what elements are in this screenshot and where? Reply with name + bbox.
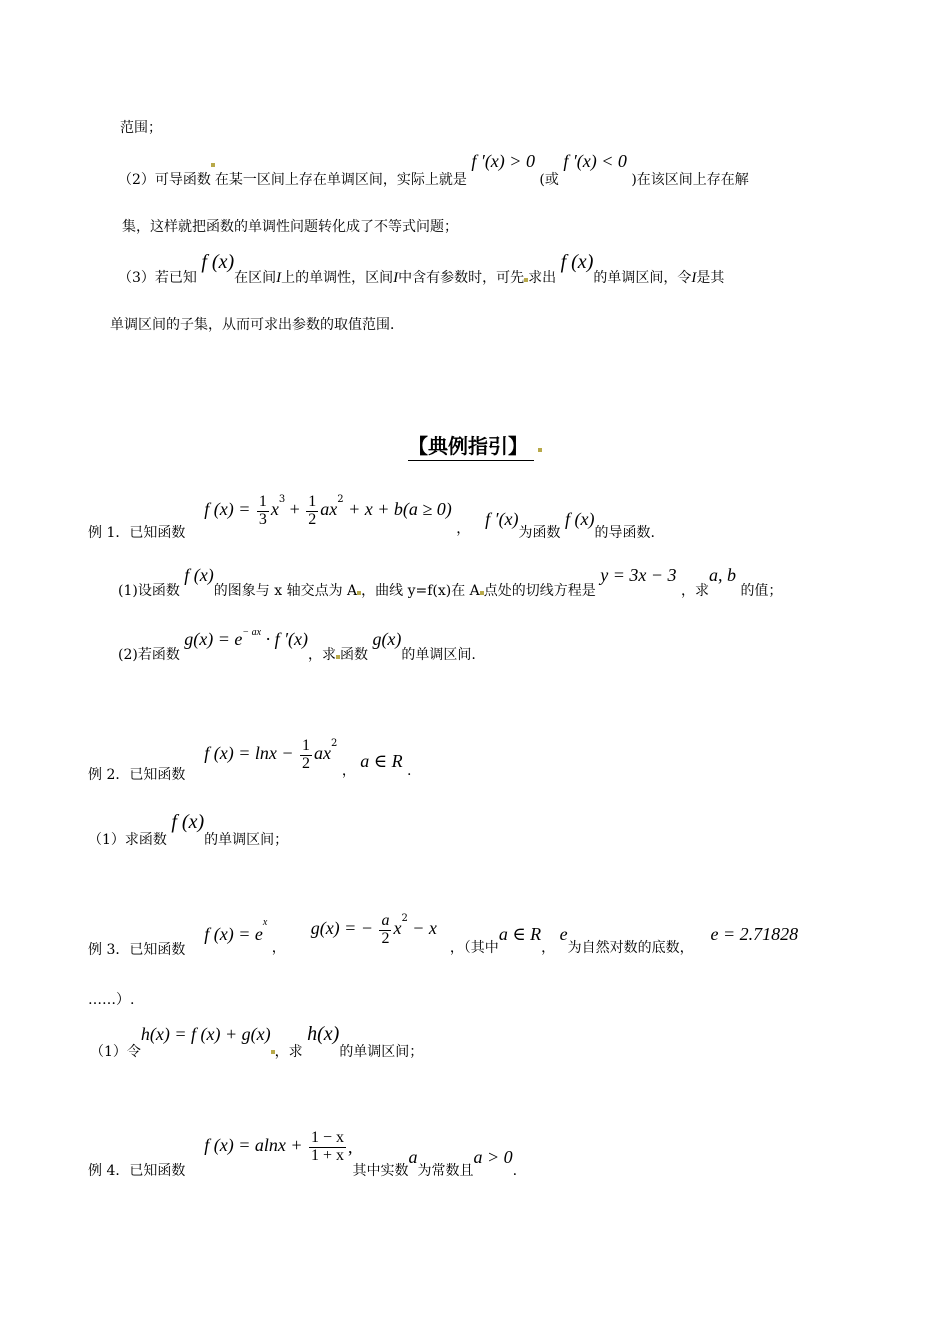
math-term: x bbox=[393, 918, 402, 939]
text: 的单调区间，令 bbox=[593, 270, 692, 286]
text: 的导函数. bbox=[594, 525, 655, 542]
math-condition: a ∈ R bbox=[360, 751, 403, 772]
math-gx: g(x) = e bbox=[184, 629, 243, 649]
example-3-continuation bbox=[88, 993, 134, 1007]
edit-mark bbox=[538, 448, 542, 452]
example-1-question-1 bbox=[118, 565, 783, 599]
text: ，曲线 y=f(x)在 A bbox=[361, 583, 480, 599]
math-derivative: f ′(x) bbox=[485, 509, 519, 530]
denominator: 3 bbox=[258, 510, 267, 528]
intro-line-1 bbox=[120, 121, 162, 135]
text: ， bbox=[341, 763, 356, 780]
intro-line-5 bbox=[110, 318, 404, 332]
text: ，求 bbox=[680, 583, 709, 599]
numerator: a bbox=[381, 912, 390, 929]
text: 的单调区间. bbox=[401, 647, 476, 663]
example-2-statement bbox=[88, 730, 412, 784]
text: . bbox=[512, 1163, 518, 1180]
exponent: x bbox=[262, 916, 268, 928]
math-fx: f (x) bbox=[560, 251, 594, 273]
text: (或 bbox=[539, 172, 559, 188]
math-interval-i: I bbox=[691, 270, 697, 286]
math-hx: h(x) bbox=[307, 1023, 340, 1045]
math-condition: a ∈ R bbox=[498, 924, 542, 945]
example-label: 例 3．已知函数 bbox=[88, 942, 186, 959]
exponent: 2 bbox=[330, 737, 338, 749]
math-e: e bbox=[559, 924, 568, 945]
exponent: 2 bbox=[401, 912, 408, 924]
text: 的单调区间； bbox=[339, 1044, 424, 1060]
math-function-def: f (x) = lnx − bbox=[204, 743, 294, 764]
text: 在区间 bbox=[234, 270, 277, 286]
example-3-statement bbox=[88, 905, 799, 959]
text: 为自然对数的底数， bbox=[567, 940, 694, 957]
text: , bbox=[348, 1137, 353, 1158]
math-tangent-line: y = 3x − 3 bbox=[600, 565, 677, 585]
text: 其中实数 bbox=[352, 1163, 409, 1180]
math-operator: + bbox=[289, 499, 300, 520]
text: 点处的切线方程是 bbox=[483, 583, 596, 599]
math-term: x bbox=[270, 499, 279, 520]
text: ， bbox=[271, 940, 286, 957]
exponent: − ax bbox=[242, 627, 262, 639]
math-function-def: f (x) = bbox=[204, 499, 251, 520]
text: 函数 bbox=[339, 647, 368, 663]
text: ，求 bbox=[307, 647, 336, 663]
text: . bbox=[407, 763, 412, 780]
numerator: 1 bbox=[308, 493, 317, 510]
math-term: ax bbox=[313, 743, 331, 764]
example-3-question-1 bbox=[90, 1023, 424, 1060]
text: (2)若函数 bbox=[118, 647, 180, 663]
text: ……）. bbox=[88, 992, 135, 1008]
numerator: 1 bbox=[301, 737, 310, 754]
exponent: 3 bbox=[278, 493, 286, 505]
heading-text: 【典例指引】 bbox=[408, 434, 528, 458]
example-1-question-2 bbox=[118, 627, 476, 663]
math-a: a bbox=[408, 1147, 418, 1168]
text: 在某一区间上存在单调区间，实际上就是 bbox=[214, 172, 467, 188]
text: 的单调区间； bbox=[204, 832, 289, 848]
numerator: 1 bbox=[258, 493, 267, 510]
math-hx-def: h(x) = f (x) + g(x) bbox=[140, 1024, 271, 1044]
text: 的值； bbox=[740, 583, 783, 599]
example-label: 例 2．已知函数 bbox=[88, 767, 186, 784]
text: 集，这样就把函数的单调性问题转化成了不等式问题； bbox=[122, 219, 458, 235]
math-fx: f (x) bbox=[565, 509, 595, 530]
math-e-value: e = 2.71828 bbox=[710, 924, 799, 945]
numerator: 1 − x bbox=[310, 1129, 345, 1146]
example-1-statement bbox=[88, 484, 655, 542]
text: 为函数 bbox=[518, 525, 561, 542]
fraction-one-half bbox=[306, 494, 318, 529]
text: （1）求函数 bbox=[88, 832, 167, 848]
math-fx: f (x) bbox=[201, 251, 235, 273]
math-function-def: f (x) = alnx + bbox=[204, 1135, 303, 1156]
fraction-one-third bbox=[257, 494, 269, 529]
denominator: 2 bbox=[301, 754, 310, 772]
math-interval-i: I bbox=[276, 270, 282, 286]
fraction-one-half bbox=[300, 738, 312, 773]
exponent: 2 bbox=[337, 493, 344, 505]
text: （3）若已知 bbox=[118, 270, 197, 286]
math-params: a, b bbox=[708, 565, 736, 585]
text: 单调区间的子集，从而可求出参数的取值范围． bbox=[110, 317, 404, 333]
example-label: 例 1．已知函数 bbox=[88, 525, 186, 542]
text: ， bbox=[456, 521, 471, 538]
math-term: + x + b(a ≥ 0) bbox=[348, 499, 452, 520]
example-2-question-1 bbox=[88, 811, 289, 848]
edit-mark bbox=[211, 163, 215, 167]
fraction-1-minus-x-over-1-plus-x bbox=[309, 1130, 346, 1165]
math-condition: a > 0 bbox=[473, 1147, 513, 1168]
intro-line-4 bbox=[118, 251, 725, 286]
text: 求出 bbox=[528, 270, 557, 286]
example-label: 例 4．已知函数 bbox=[88, 1163, 186, 1180]
intro-line-3 bbox=[122, 220, 458, 234]
text: （1）令 bbox=[90, 1044, 141, 1060]
math-interval-i: I bbox=[393, 270, 399, 286]
math-derivative: · f ′(x) bbox=[265, 629, 308, 649]
math-derivative-positive: f ′(x) > 0 bbox=[471, 151, 535, 171]
denominator: 2 bbox=[308, 510, 317, 528]
math-fx: f (x) bbox=[184, 565, 214, 585]
text: (1)设函数 bbox=[118, 583, 180, 599]
fraction-a-over-2 bbox=[379, 913, 391, 948]
text: 上的单调性，区间 bbox=[281, 270, 394, 286]
text: 的图象与 x 轴交点为 A bbox=[213, 583, 358, 599]
denominator: 1 + x bbox=[310, 1146, 345, 1164]
section-heading bbox=[408, 430, 534, 461]
text: ， bbox=[541, 940, 556, 957]
text: 为常数且 bbox=[417, 1163, 474, 1180]
math-gx: g(x) bbox=[372, 629, 402, 649]
text: 中含有参数时，可先 bbox=[398, 270, 525, 286]
math-fx: f (x) bbox=[171, 811, 205, 833]
math-derivative-negative: f ′(x) < 0 bbox=[563, 151, 627, 171]
text: )在该区间上存在解 bbox=[631, 172, 749, 188]
math-gx: g(x) = − bbox=[310, 918, 373, 939]
text: ，（其中 bbox=[449, 940, 499, 957]
example-4-statement bbox=[88, 1122, 518, 1180]
text: ，求 bbox=[274, 1044, 303, 1060]
denominator: 2 bbox=[381, 929, 390, 947]
text: 范围； bbox=[120, 120, 162, 136]
math-term: ax bbox=[320, 499, 338, 520]
math-term: − x bbox=[412, 918, 437, 939]
math-fx-exp: f (x) = e bbox=[204, 924, 263, 945]
text: 是其 bbox=[696, 270, 725, 286]
intro-line-2 bbox=[118, 151, 749, 188]
text: （2）可导函数 bbox=[118, 172, 211, 188]
